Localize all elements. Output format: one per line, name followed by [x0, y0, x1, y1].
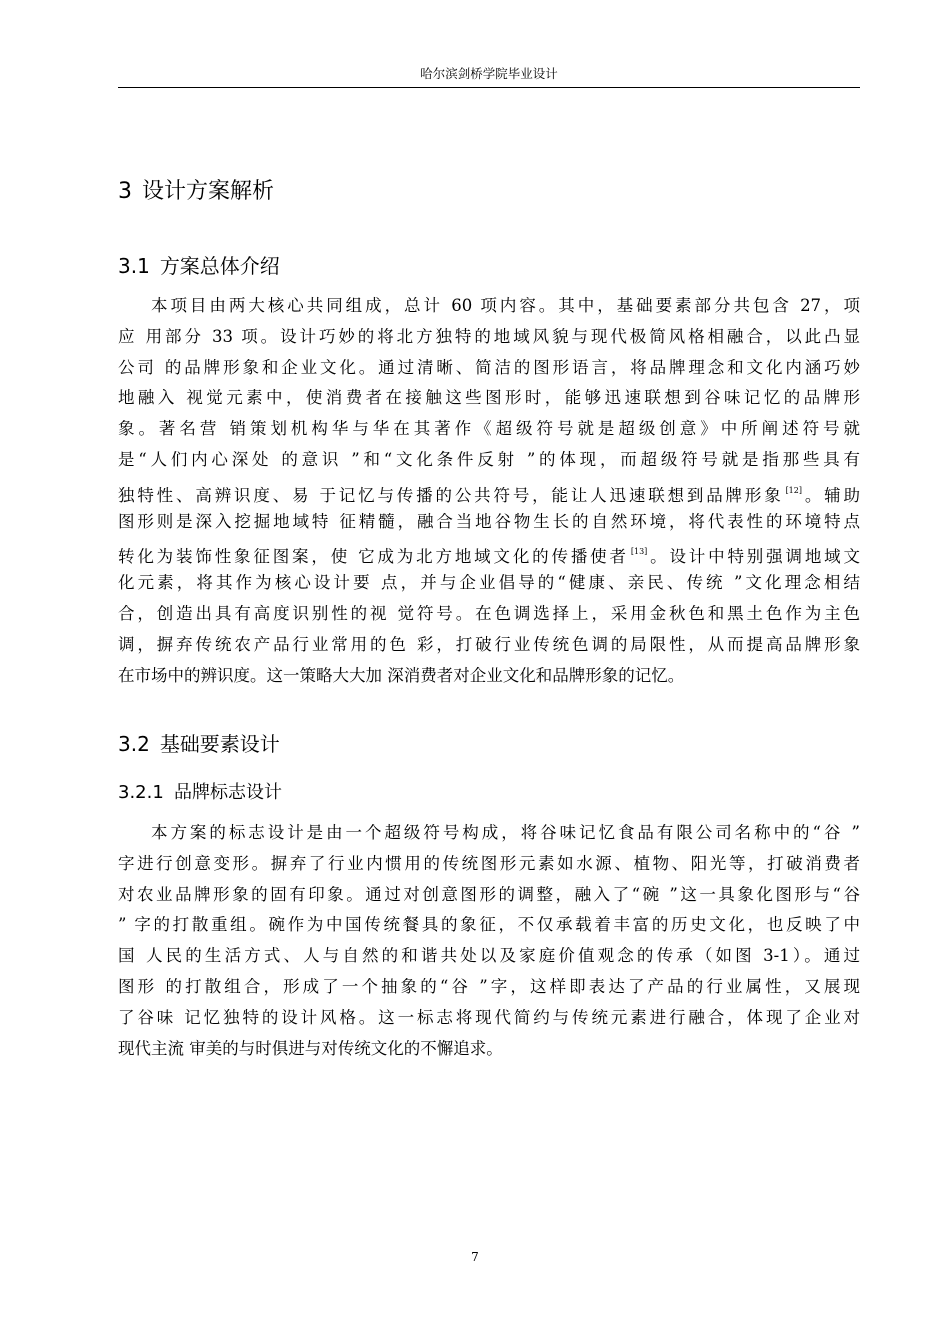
subsection-number: 3.2.1 [118, 782, 164, 803]
text-line: ” 字的打散重组。碗作为中国传统餐具的象征，不仅承载着丰富的历史文化，也反映了中 [118, 915, 860, 935]
text-line: 是“人们内心深处 的意识 ”和“文化条件反射 ”的体现，而超级符号就是指那些具有 [118, 449, 860, 469]
text-segment: 。设计中特别强调地域文 [647, 547, 860, 567]
text-line: 字进行创意变形。摒弃了行业内惯用的传统图形元素如水源、植物、阳光等，打破消费者 [118, 853, 860, 873]
text-line: 了谷味 记忆独特的设计风格。这一标志将现代简约与传统元素进行融合，体现了企业对 [118, 1007, 860, 1027]
running-header: 哈尔滨剑桥学院毕业设计 [420, 66, 558, 81]
text-line: 合，创造出具有高度识别性的视 觉符号。在色调选择上，采用金秋色和黑土色作为主色 [118, 603, 860, 623]
text-line: 图形则是深入挖掘地域特 征精髓，融合当地谷物生长的自然环境，将代表性的环境特点 [118, 511, 860, 531]
text-line: 现代主流 审美的与时俱进与对传统文化的不懈追求。 [118, 1038, 503, 1058]
chapter-title: 设计方案解析 [142, 179, 275, 204]
section-number: 3.2 [118, 732, 150, 756]
text-line: 公司 的品牌形象和企业文化。通过清晰、简洁的图形语言，将品牌理念和文化内涵巧妙 [118, 357, 860, 377]
text-line: 象。著名营 销策划机构华与华在其著作《超级符号就是超级创意》中所阐述符号就 [118, 419, 860, 439]
text-line: 调，摒弃传统农产品行业常用的色 彩，打破行业传统色调的局限性，从而提高品牌形象 [118, 634, 860, 654]
text-segment: 独特性、高辨识度、易 于记忆与传播的公共符号，能让人迅速联想到品牌形象 [118, 485, 784, 505]
paragraph-logo-design [118, 818, 860, 1064]
section-heading-3-1 [118, 250, 280, 279]
text-line: 在市场中的辨识度。这一策略大大加 深消费者对企业文化和品牌形象的记忆。 [118, 665, 685, 685]
chapter-heading [118, 174, 274, 205]
text-segment: 转化为装饰性象征图案，使 它成为北方地域文化的传播使者 [118, 547, 629, 567]
citation-ref: [13] [630, 547, 648, 557]
text-line: 本方案的标志设计是由一个超级符号构成，将谷味记忆食品有限公司名称中的“谷 ” [151, 823, 860, 842]
paragraph-overview [118, 291, 860, 691]
text-line: 应 用部分 33 项。设计巧妙的将北方独特的地域风貌与现代极简风格相融合，以此凸显 [118, 326, 860, 346]
subsection-heading-3-2-1 [118, 778, 282, 804]
text-line: 国 人民的生活方式、人与自然的和谐共处以及家庭价值观念的传承（如图 3-1）。通过 [118, 946, 860, 966]
subsection-title: 品牌标志设计 [174, 782, 282, 803]
text-line-with-citation [118, 476, 860, 507]
section-heading-3-2 [118, 728, 280, 757]
page-number: 7 [471, 1250, 479, 1264]
text-line-with-citation [118, 537, 860, 568]
section-number: 3.1 [118, 254, 150, 278]
section-title: 方案总体介绍 [159, 254, 280, 278]
section-title: 基础要素设计 [159, 732, 280, 756]
text-line: 地融入 视觉元素中，使消费者在接触这些图形时，能够迅速联想到谷味记忆的品牌形 [118, 388, 860, 408]
text-segment: 。辅助 [801, 485, 860, 505]
text-line: 对农业品牌形象的固有印象。通过对创意图形的调整，融入了“碗 ”这一具象化图形与“谷 [118, 884, 860, 904]
text-line: 化元素，将其作为核心设计要 点，并与企业倡导的“健康、亲民、传统 ”文化理念相结 [118, 573, 860, 593]
chapter-number: 3 [118, 179, 132, 204]
header-rule [118, 87, 860, 88]
text-line: 图形 的打散组合，形成了一个抽象的“谷 ”字，这样即表达了产品的行业属性，又展现 [118, 976, 860, 996]
citation-ref: [12] [785, 485, 802, 495]
text-line: 本项目由两大核心共同组成，总计 60 项内容。其中，基础要素部分共包含 27，项 [151, 296, 860, 315]
